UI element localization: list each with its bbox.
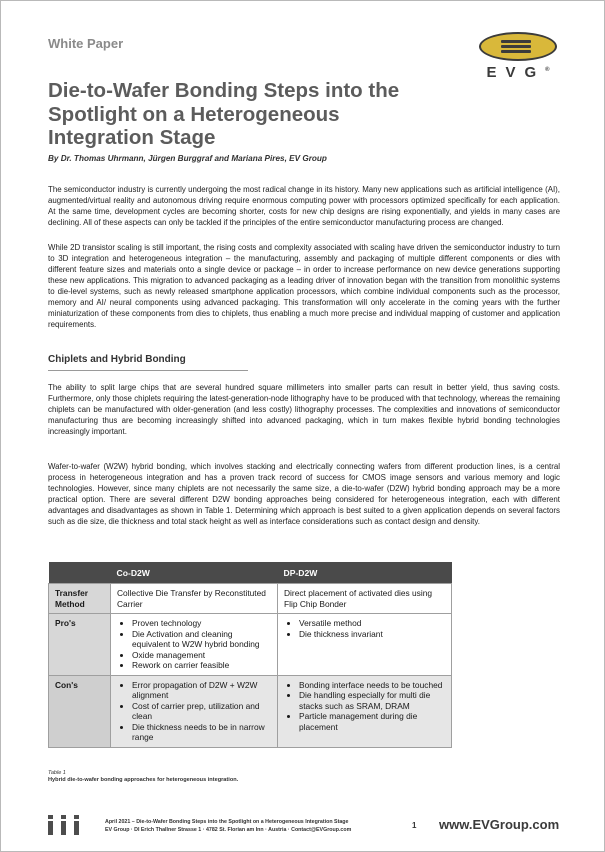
table-header-cell: [49, 562, 111, 584]
table-caption: Hybrid die-to-wafer bonding approaches for heterogeneous integration.: [48, 777, 239, 783]
table-header-row: [49, 562, 452, 584]
cell-text: Collective Die Transfer by Reconstituted Carrier: [117, 588, 266, 609]
table-cell-co-d2w: [111, 675, 278, 747]
table-cell-dp-d2w: [278, 614, 452, 676]
paragraph-scaling: While 2D transistor scaling is still important, the rising costs and complexity associated with scaling have driven the semiconductor industry to turn to 3D integration and heterogeneous integration – the manufacturing, assembly and packaging of multiple different components or dies with different feature sizes and materials onto a single device or package – in order to increase performance on new device generations supporting these new applications. This migration to advanced packaging as a leading driver of innovation began with the transition from monolithic systems to die-level systems, such as newly released smartphone application processors, which combine individual components such as the processor, memory and AI/ neural components using advanced packaging. This transformation will only accelerate in the coming years with the further miniaturization of these components from dies to chiplets, thus enabling a much more precise and individual mapping of customer and application requirements.: [48, 243, 560, 330]
list-item: • Die thickness invariant: [299, 629, 445, 640]
list-item: • Proven technology: [132, 618, 271, 629]
footer-address: EV Group · DI Erich Thallner Strasse 1 · 4782 St. Florian am Inn · Austria · Contact@EVGroup.com: [105, 827, 352, 833]
cell-text: Direct placement of activated dies using Flip Chip Bonder: [284, 588, 433, 609]
footer-website-link[interactable]: www.EVGroup.com: [439, 817, 560, 832]
list-item: • Die Activation and cleaning equivalent to W2W hybrid bonding: [132, 629, 271, 650]
table-cell-dp-d2w: [278, 675, 452, 747]
bullet-list: [117, 680, 271, 743]
table-row: [49, 614, 452, 676]
comparison-table: [48, 562, 452, 748]
paragraph-intro: The semiconductor industry is currently undergoing the most radical change in its history. Many new applications such as artificial intelligence (AI), augmented/virtual reality and autonomous driving require enormous computing power with processors optimized specifically for each application. At the same time, development cycles are becoming shorter, costs for new chip designs are rising exponentially, and yields in many cases are declining. All of these aspects can only be tackled if the principles of the entire semiconductor manufacturing process are changed.: [48, 185, 560, 228]
table-row: [49, 584, 452, 614]
list-item: • Cost of carrier prep, utilization and clean: [132, 701, 271, 722]
table-row: [49, 675, 452, 747]
footer-citation: April 2021 – Die-to-Wafer Bonding Steps into the Spotlight on a Heterogeneous Integration Stage: [105, 819, 349, 825]
table-cell-dp-d2w: [278, 584, 452, 614]
table-header-cell: DP-D2W: [278, 562, 452, 584]
bullet-list: [284, 680, 445, 733]
section-heading: Chiplets and Hybrid Bonding: [48, 354, 186, 365]
table-row-label: Transfer Method: [49, 584, 111, 614]
evg-logo: [475, 32, 561, 84]
evg-logo-bars-icon: [501, 40, 531, 53]
table-cell-co-d2w: [111, 614, 278, 676]
bullet-list: [117, 618, 271, 671]
list-item: • Oxide management: [132, 650, 271, 661]
table-caption-label: Table 1: [48, 770, 66, 776]
paragraph-w2w: Wafer-to-wafer (W2W) hybrid bonding, which involves stacking and electrically connecting wafers from different production lines, is a central process in heterogeneous integration and has a proven track record of success for CMOS image sensors and various memory and logic technologies. However, since many chiplets are not necessarily the same size, a die-to-wafer (D2W) hybrid bonding approach may be a more practical option. There are several different D2W bonding approaches being considered for heterogeneous integration, each with different advantages and disadvantages as shown in Table 1. Determining which approach is best suited to a given application depends on several factors such as die size, die thickness and total stack height as well as interface considerations such as contact design and density.: [48, 462, 560, 527]
list-item: • Rework on carrier feasible: [132, 660, 271, 671]
table-row-label: Pro's: [49, 614, 111, 676]
list-item: • Particle management during die placement: [299, 711, 445, 732]
list-item: • Error propagation of D2W + W2W alignment: [132, 680, 271, 701]
list-item: • Die handling especially for multi die stacks such as SRAM, DRAM: [299, 690, 445, 711]
list-item: • Bonding interface needs to be touched: [299, 680, 445, 691]
section-divider: [48, 370, 248, 371]
evg-logo-text: EVG®: [486, 64, 550, 81]
table-cell-co-d2w: [111, 584, 278, 614]
paragraph-chiplets: The ability to split large chips that are several hundred square millimeters into smaller parts can result in better yield, thus saving costs. Furthermore, only those chiplets requiring the latest-generation-node lithography have to be produced with that technology, whereas the remaining chiplets can be manufactured with older-generation (and less costly) lithography processes. The complexities and innovations of semiconductor manufacturing thus are becoming increasingly shifted into advanced packaging, which in turn makes flexible hybrid bonding technologies increasingly important.: [48, 383, 560, 437]
table-header-cell: Co-D2W: [111, 562, 278, 584]
page-number: 1: [412, 821, 417, 830]
list-item: • Die thickness needs to be in narrow range: [132, 722, 271, 743]
bullet-list: [284, 618, 445, 639]
article-byline: By Dr. Thomas Uhrmann, Jürgen Burggraf and Mariana Pires, EV Group: [48, 154, 327, 163]
article-title: Die-to-Wafer Bonding Steps into the Spotlight on a Heterogeneous Integration Stage: [48, 79, 400, 149]
list-item: • Versatile method: [299, 618, 445, 629]
footer-evg-mark-icon: [48, 815, 82, 835]
document-type-label: White Paper: [48, 36, 124, 51]
table-row-label: Con's: [49, 675, 111, 747]
